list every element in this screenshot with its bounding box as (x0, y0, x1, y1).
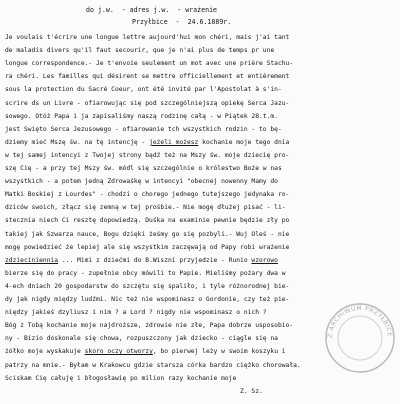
letter-line: mogę powiedzieć że lepiej ale się wszystkim zaczęwają od Papy robi wrażenie (5, 243, 290, 251)
svg-text:Z ARCHIWUM PRZYŁBICE (327, 305, 393, 338)
letter-line: zdzieciniennia ... Mimi z dziećmi do B.Wiszni przyjedzie - Runio wzorowo (5, 256, 278, 264)
letter-line: Z. Sz. (5, 387, 263, 395)
letter-line: 4-ech dniach 20 gospodarstw do szczętu się spaliło, i tyle różnorodnej bie- (5, 282, 290, 290)
letter-line: szę Cię - a przy tej Mszy św. módl się szczególnie o królestwo Boże w nas (5, 165, 282, 172)
archive-stamp (322, 300, 398, 376)
letter-line: scrire ds un Livre - ofiarowując się pod szczególniejszą opiekę Serca Jazu- (5, 99, 290, 107)
letter-line: patrzy na mnie.- Byłam w Krakowcu gdzie starsza córka bardzo ciężko chorowała. (5, 361, 301, 369)
letter-line: żółko moje wyskakuje skoro oczy otworzy, bo pierwej leży w swoim koszyku i (5, 348, 286, 356)
underlined-text: wzorowo (251, 256, 278, 264)
letter-line: stecznia niech Ci resztę dopowiedzą. Duśka na examinie pewnie będzie zły po (5, 217, 290, 225)
stamp-text: Z ARCHIWUM PRZYŁBICE (326, 304, 394, 339)
letter-line: ra chéri. Les familles qui désirent se mettre officiellement et entièrement (5, 73, 290, 81)
letter-line: Bóg z Tobą kochanie moje najdroższe, zdrowie nie złe, Papa dobrze usposobio- (5, 322, 294, 330)
letter-line: takiej jak Szwarza nauce, Bogu dzięki żeśmy go się pozbyli.- Wuj Oleś - nie (5, 230, 290, 238)
letter-line: sous la protection du Sacré Coeur, ont été invité par l'Apostolat à s'in- (5, 86, 282, 94)
underlined-text: skoro oczy otworzy (84, 348, 153, 356)
letter-line: w tej samej intencyi z Twojej strony bądź też na Mszy św. moje dziecię pro- (5, 151, 290, 159)
letter-line: Matki Boskiej z Lourdes" - chodzi o chorego jednego tutejszego jedynaka ro- (5, 191, 290, 199)
letter-line: dziemy mieć Mszę św. na tę intencję - jeżeli możesz kochanie moje tego dnia (5, 138, 290, 146)
letter-line: dy jak nigdy między ludźmi. Nic też nie wspominasz o Gordonie, czy też pie- (5, 296, 290, 303)
header-address-line: do j.w. - adres j.w. - wrażenie (86, 6, 218, 14)
letter-line: niędzy jakieś dzyliusz i nim ? a Lord ? nigdy nie wspominasz o nich ? (5, 309, 267, 317)
letter-line: bierze się do pracy - zupełnie obcy mówili to Papie. Mieliśmy pożary dwa w (5, 269, 286, 277)
header-place-date: Przyłbice - 24.6.1889r. (132, 18, 232, 26)
letter-line: wszystkich - a potem jedną Zdrowaśkę w intencyi "obecnej nowenny Mamy do (5, 178, 278, 186)
underlined-text: zdzieciniennia (5, 256, 59, 264)
letter-line: ny - Bizio doskonale się chowa, rozpuszczony jak dziecko - ciągle się na (5, 335, 278, 343)
letter-line: jest Święto Serca Jezusowego - ofiarowanie tch wszystkich rodzin - to bę- (5, 125, 282, 133)
letter-line: de maladis divers qu'il faut secourir, que je n'ai plus de temps pr une (5, 47, 275, 55)
letter-line: Ściskam Cię całuję i błogosławię po milion razy kochanie moje (5, 374, 237, 382)
letter-line: sowego. Otóż Papa i ja zapisaliśmy naszą rodzinę całą - w Piątek 28.t.m. (5, 112, 278, 120)
underlined-text: jeżeli możesz (149, 138, 199, 146)
letter-line: Je voulais t'écrire une longue lettre aujourd'hui mon chéri, mais j'ai tant (5, 34, 290, 41)
letter-line: longue correspondence.- Je t'envoie seulement un mot avec une prière Stachu- (5, 60, 294, 68)
letter-line: dziców swoich, złącz się zemną w tej prośbie.- Nie mogę dłużej pisać - li- (5, 204, 286, 212)
